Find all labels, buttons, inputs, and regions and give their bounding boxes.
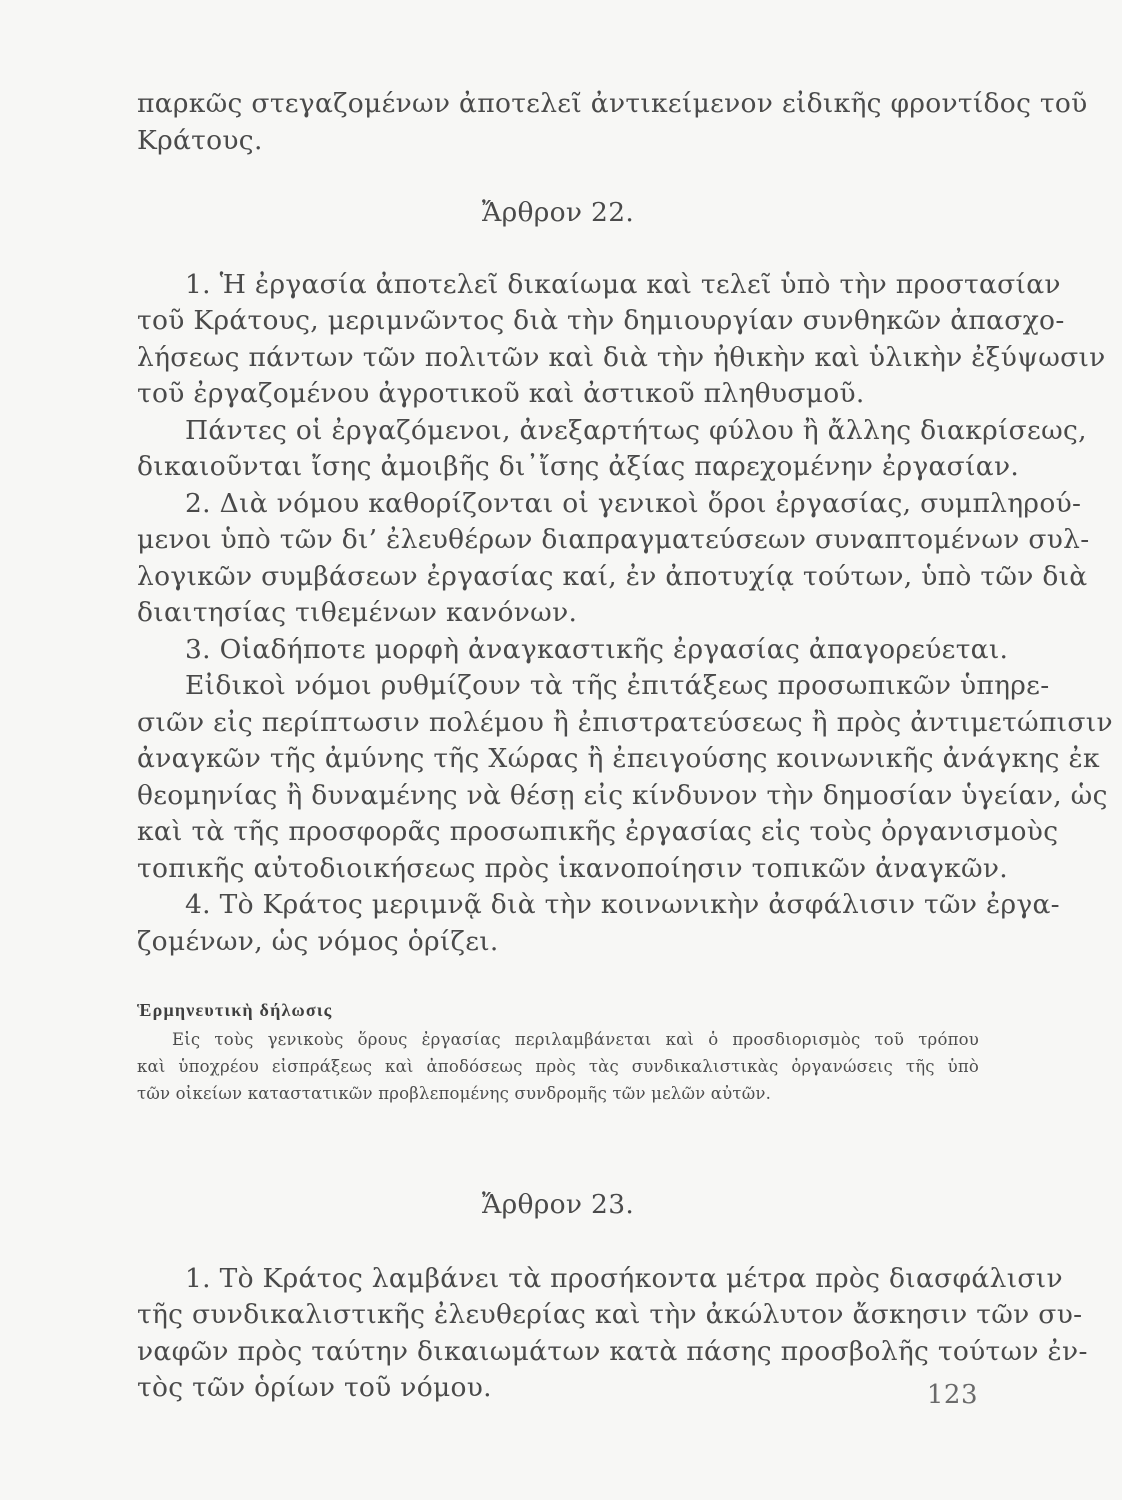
page-number: 123 (926, 1380, 978, 1410)
text-line: δικαιοῦνται ἴσης ἀμοιβῆς δι᾽ἴσης ἀξίας παρεχομένην ἐργασίαν. (137, 451, 1020, 482)
text-line: 2. Διὰ νόμου καθορίζονται οἱ γενικοὶ ὅροι ἐργασίας, συμπληρού- (185, 487, 1082, 519)
text-line: τοπικῆς αὐτοδιοικήσεως πρὸς ἱκανοποίησιν τοπικῶν ἀναγκῶν. (137, 852, 1009, 884)
note-line: Εἰς τοὺς γενικοὺς ὅρους ἐργασίας περιλαμβάνεται καὶ ὁ προσδιορισμὸς τοῦ τρόπου (172, 1030, 979, 1049)
text-line: καὶ τὰ τῆς προσφορᾶς προσωπικῆς ἐργασίας εἰς τοὺς ὀργανισμοὺς (137, 816, 1059, 847)
page-body (137, 86, 1113, 1407)
text-line: θεομηνίας ἢ δυναμένης νὰ θέσῃ εἰς κίνδυνον τὴν δημοσίαν ὑγείαν, ὡς (137, 779, 1108, 811)
text-line: 1. Τὸ Κράτος λαμβάνει τὰ προσήκοντα μέτρα πρὸς διασφάλισιν (185, 1262, 1063, 1294)
top-paragraph (137, 86, 1088, 159)
text-line: 3. Οἱαδήποτε μορφὴ ἀναγκαστικῆς ἐργασίας ἀπαγορεύεται. (185, 633, 1009, 665)
article-23-body (137, 1261, 1088, 1407)
text-line: λογικῶν συμβάσεων ἐργασίας καί, ἐν ἀποτυχίᾳ τούτων, ὑπὸ τῶν διὰ (137, 560, 1088, 592)
text-line: τῆς συνδικαλιστικῆς ἐλευθερίας καὶ τὴν ἀκώλυτον ἄσκησιν τῶν συ- (137, 1299, 1083, 1330)
text-line: μενοι ὑπὸ τῶν δι’ ἐλευθέρων διαπραγματεύσεων συναπτομένων συλ- (137, 524, 1090, 555)
text-line: ναφῶν πρὸς ταύτην δικαιωμάτων κατὰ πάσης προσβολῆς τούτων ἐν- (137, 1335, 1088, 1367)
text-line: σιῶν εἰς περίπτωσιν πολέμου ἢ ἐπιστρατεύσεως ἢ πρὸς ἀντιμετώπισιν (137, 706, 1113, 738)
interpretive-note-body (137, 1026, 979, 1107)
text-line: Πάντες οἱ ἐργαζόμενοι, ἀνεξαρτήτως φύλου ἢ ἄλλης διακρίσεως, (185, 414, 1087, 446)
note-line: καὶ ὑποχρέου εἰσπράξεως καὶ ἀποδόσεως πρὸς τὰς συνδικαλιστικὰς ὀργανώσεις τῆς ὑπὸ (137, 1057, 979, 1076)
article-23-heading: Ἄρθρον 23. (481, 1189, 635, 1220)
article-22-body (137, 267, 1113, 961)
text-line: ζομένων, ὡς νόμος ὁρίζει. (137, 925, 499, 957)
article-22-heading: Ἄρθρον 22. (481, 197, 635, 228)
text-line: 1. Ἡ ἐργασία ἀποτελεῖ δικαίωμα καὶ τελεῖ ὑπὸ τὴν προστασίαν (185, 268, 1061, 300)
text-line: Εἰδικοὶ νόμοι ρυθμίζουν τὰ τῆς ἐπιτάξεως προσωπικῶν ὑπηρε- (185, 670, 1050, 701)
interpretive-note-title: Ἑρμηνευτικὴ δήλωσις (137, 1000, 333, 1020)
text-line: Κράτους. (137, 124, 263, 156)
text-line: τοῦ ἐργαζομένου ἀγροτικοῦ καὶ ἀστικοῦ πληθυσμοῦ. (137, 378, 865, 409)
text-line: λήσεως πάντων τῶν πολιτῶν καὶ διὰ τὴν ἠθικὴν καὶ ὑλικὴν ἐξύψωσιν (137, 341, 1106, 373)
text-line: τοῦ Κράτους, μεριμνῶντος διὰ τὴν δημιουργίαν συνθηκῶν ἀπασχο- (137, 305, 1065, 336)
note-line: τῶν οἰκείων καταστατικῶν προβλεπομένης συνδρομῆς τῶν μελῶν αὐτῶν. (137, 1084, 772, 1103)
text-line: 4. Τὸ Κράτος μεριμνᾷ διὰ τὴν κοινωνικὴν ἀσφάλισιν τῶν ἐργα- (185, 889, 1060, 920)
text-line: ἀναγκῶν τῆς ἀμύνης τῆς Χώρας ἢ ἐπειγούσης κοινωνικῆς ἀνάγκης ἐκ (137, 743, 1100, 774)
text-line: τὸς τῶν ὁρίων τοῦ νόμου. (137, 1372, 492, 1403)
text-line: παρκῶς στεγαζομένων ἀποτελεῖ ἀντικείμενον εἰδικῆς φροντίδος τοῦ (137, 88, 1088, 119)
text-line: διαιτησίας τιθεμένων κανόνων. (137, 597, 578, 628)
